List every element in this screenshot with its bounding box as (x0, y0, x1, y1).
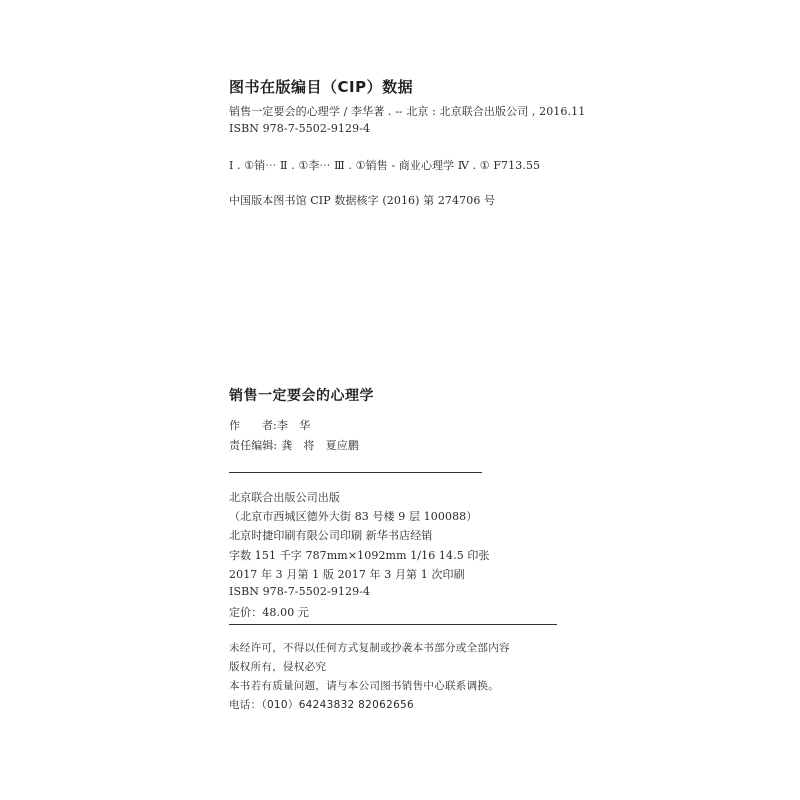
editions-line: 2017 年 3 月第 1 版 2017 年 3 月第 1 次印刷 (229, 568, 465, 581)
printer-line: 北京时捷印刷有限公司印刷 新华书店经销 (229, 529, 433, 542)
book-title: 销售一定要会的心理学 (229, 388, 374, 404)
publisher-line: 北京联合出版公司出版 (229, 491, 340, 504)
divider-top (229, 472, 482, 473)
editor-label: 责任编辑: (229, 439, 278, 452)
author-name: 李 华 (277, 419, 311, 432)
address-line: （北京市西城区德外大街 83 号楼 9 层 100088） (229, 510, 478, 523)
author-label: 作 者: (229, 419, 277, 432)
notice-line-2: 版权所有，侵权必究 (229, 661, 327, 673)
cip-record-line: 销售一定要会的心理学 / 李华著 . -- 北京 : 北京联合出版公司 , 2016.11 (229, 105, 586, 118)
editor-credit (229, 437, 359, 453)
author-credit (229, 417, 310, 433)
notice-line-3: 本书若有质量问题，请与本公司图书销售中心联系调换。 (229, 680, 499, 692)
price-line: 定价：48.00 元 (229, 606, 309, 619)
editor-names: 龚 将 夏应鹏 (281, 439, 359, 452)
cip-heading: 图书在版编目（CIP）数据 (229, 78, 414, 96)
notice-line-1: 未经许可，不得以任何方式复制或抄袭本书部分或全部内容 (229, 642, 510, 654)
phone-line: 电话：（010）64243832 82062656 (229, 699, 415, 711)
divider-bottom (229, 624, 557, 625)
cip-subject-line: Ⅰ . ①销⋯ Ⅱ . ①李⋯ Ⅲ . ①销售 - 商业心理学 Ⅳ . ① F713.55 (229, 159, 541, 172)
cip-isbn-line: ISBN 978-7-5502-9129-4 (229, 122, 371, 135)
specs-line: 字数 151 千字 787mm×1092mm 1/16 14.5 印张 (229, 549, 490, 562)
isbn-line: ISBN 978-7-5502-9129-4 (229, 585, 371, 598)
cip-catalog-line: 中国版本图书馆 CIP 数据核字 (2016) 第 274706 号 (229, 194, 496, 207)
